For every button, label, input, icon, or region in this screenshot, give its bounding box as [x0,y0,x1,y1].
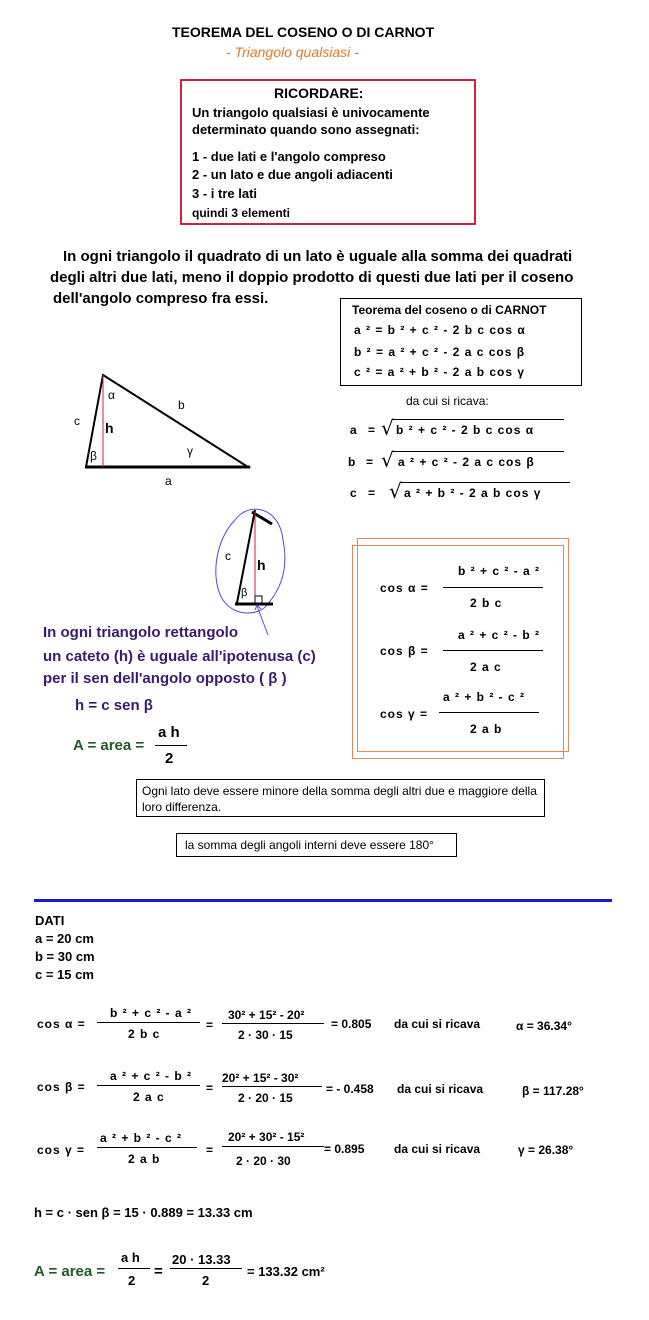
page-subtitle: - Triangolo qualsiasi - [226,44,359,60]
cos-alpha-den: 2 b c [470,596,503,610]
sqrt-c-icon: √ [389,479,402,503]
h-formula: h = c sen β [75,697,153,714]
triangle-diagram [70,365,260,490]
calc-alpha-angle: α = 36.34° [516,1019,572,1033]
calc-gamma-angle: γ = 26.38° [518,1143,574,1157]
remember-item1: 1 - due lati e l'angolo compreso [192,149,386,164]
label-c: c [74,414,80,428]
calc-beta-den2: 2 · 20 · 15 [238,1091,293,1105]
cos-alpha-lhs: cos α = [380,581,429,595]
sqrt-b-radicand: a ² + c ² - 2 a c cos β [398,455,535,469]
cos-beta-den: 2 a c [470,660,502,674]
sqrt-a-icon: √ [381,416,394,440]
h-calc: h = c · sen β = 15 · 0.889 = 13.33 cm [34,1205,253,1220]
cos-beta-num: a ² + c ² - b ² [458,628,541,642]
sqrt-a-eq: = [368,423,377,437]
calc-gamma-eq: = [206,1143,215,1157]
area-den: 2 [165,750,174,767]
calc-alpha-text: da cui si ricava [394,1017,481,1031]
sqrt-c-eq: = [368,486,377,500]
sqrt-b-eq: = [366,455,375,469]
calc-beta-result: = - 0.458 [326,1082,374,1096]
data-c: c = 15 cm [35,967,94,982]
data-heading: DATI [35,913,65,928]
calc-alpha-den2: 2 · 30 · 15 [238,1028,293,1042]
remember-box [180,79,476,225]
label-alpha: α [108,388,115,402]
area-calc-result: = 133.32 cm² [247,1264,325,1279]
cos-gamma-den: 2 a b [470,722,503,736]
rt-rule-line3: per il sen dell'angolo opposto ( β ) [43,670,287,687]
label-beta: β [90,449,97,463]
calc-alpha-num2: 30² + 15² - 20² [228,1008,305,1022]
area-calc-num1: a h [121,1250,140,1265]
area-calc-den2: 2 [202,1273,210,1288]
section-divider [34,899,612,902]
rt-label-beta: β [241,587,248,599]
rt-rule-line2: un cateto (h) è uguale all'ipotenusa (c) [43,648,316,665]
label-a: a [165,474,172,488]
statement-line1: In ogni triangolo il quadrato di un lato è uguale alla somma dei quadrati [63,248,573,265]
derived-label: da cui si ricava: [406,394,489,408]
sqrt-c-lhs: c [350,486,358,500]
area-calc-den1: 2 [128,1273,136,1288]
calc-gamma-lhs: cos γ = [37,1143,86,1157]
sqrt-a-lhs: a [350,423,358,437]
calc-beta-num: a ² + c ² - b ² [110,1069,193,1083]
note-sides-text: Ogni lato deve essere minore della somma degli altri due e maggiore della loro differenza. [142,784,537,814]
theorem-box [340,298,582,386]
calc-beta-angle: β = 117.28° [522,1084,584,1098]
label-b: b [178,398,185,412]
calc-beta-den: 2 a c [133,1090,165,1104]
note-angles-box [176,833,457,857]
label-gamma: γ [187,444,193,458]
theorem-eq-c: c ² = a ² + b ² - 2 a b cos γ [354,365,526,379]
calc-gamma-text: da cui si ricava [394,1142,481,1156]
remember-line2: determinato quando sono assegnati: [192,122,420,137]
remember-note: quindi 3 elementi [192,206,291,220]
cos-alpha-num: b ² + c ² - a ² [458,564,541,578]
page-title: TEOREMA DEL COSENO O DI CARNOT [172,24,435,40]
sqrt-c-radicand: a ² + b ² - 2 a b cos γ [404,486,542,500]
cos-gamma-num: a ² + b ² - c ² [443,690,526,704]
statement-line2: degli altri due lati, meno il doppio prodotto di questi due lati per il coseno [50,269,574,286]
calc-alpha-den: 2 b c [128,1027,161,1041]
sqrt-b-lhs: b [348,455,357,469]
calc-gamma-den2: 2 · 20 · 30 [236,1154,291,1168]
area-lhs: A = area = [73,737,145,754]
theorem-eq-b: b ² = a ² + c ² - 2 a c cos β [354,345,526,359]
theorem-eq-a: a ² = b ² + c ² - 2 b c cos α [354,323,526,337]
remember-line1: Un triangolo qualsiasi è univocamente [192,105,430,120]
remember-item3: 3 - i tre lati [192,186,258,201]
label-h: h [105,420,114,436]
area-calc-num2: 20 · 13.33 [172,1252,231,1267]
cos-beta-lhs: cos β = [380,644,429,658]
calc-alpha-result: = 0.805 [331,1017,372,1031]
area-num: a h [158,724,180,741]
calc-gamma-num2: 20² + 30² - 15² [228,1130,305,1144]
data-a: a = 20 cm [35,931,94,946]
data-b: b = 30 cm [35,949,95,964]
rt-label-h: h [257,557,266,573]
theorem-title: Teorema del coseno o di CARNOT [352,303,547,317]
calc-gamma-result: = 0.895 [324,1142,365,1156]
calc-alpha-eq: = [206,1018,215,1032]
note-sides-box [136,779,545,817]
area-calc-eq: = [154,1263,163,1280]
cos-box [352,545,564,759]
calc-beta-num2: 20² + 15² - 30² [222,1071,299,1085]
calc-gamma-den: 2 a b [128,1152,161,1166]
calc-alpha-lhs: cos α = [37,1017,86,1031]
area-calc-lhs: A = area = [34,1263,106,1280]
calc-beta-lhs: cos β = [37,1080,86,1094]
calc-alpha-num: b ² + c ² - a ² [110,1006,193,1020]
rt-rule-line1: In ogni triangolo rettangolo [43,624,238,641]
note-angles-text: la somma degli angoli interni deve essere 180° [185,838,434,852]
rt-label-c: c [225,549,231,563]
cos-gamma-lhs: cos γ = [380,707,429,721]
remember-heading: RICORDARE: [274,85,364,101]
remember-item2: 2 - un lato e due angoli adiacenti [192,167,393,182]
sqrt-a-radicand: b ² + c ² - 2 b c cos α [396,423,535,437]
calc-beta-text: da cui si ricava [397,1082,484,1096]
sqrt-b-icon: √ [381,448,394,472]
calc-beta-eq: = [206,1081,215,1095]
calc-gamma-num: a ² + b ² - c ² [100,1131,183,1145]
statement-line3: dell'angolo compreso fra essi. [53,290,269,307]
